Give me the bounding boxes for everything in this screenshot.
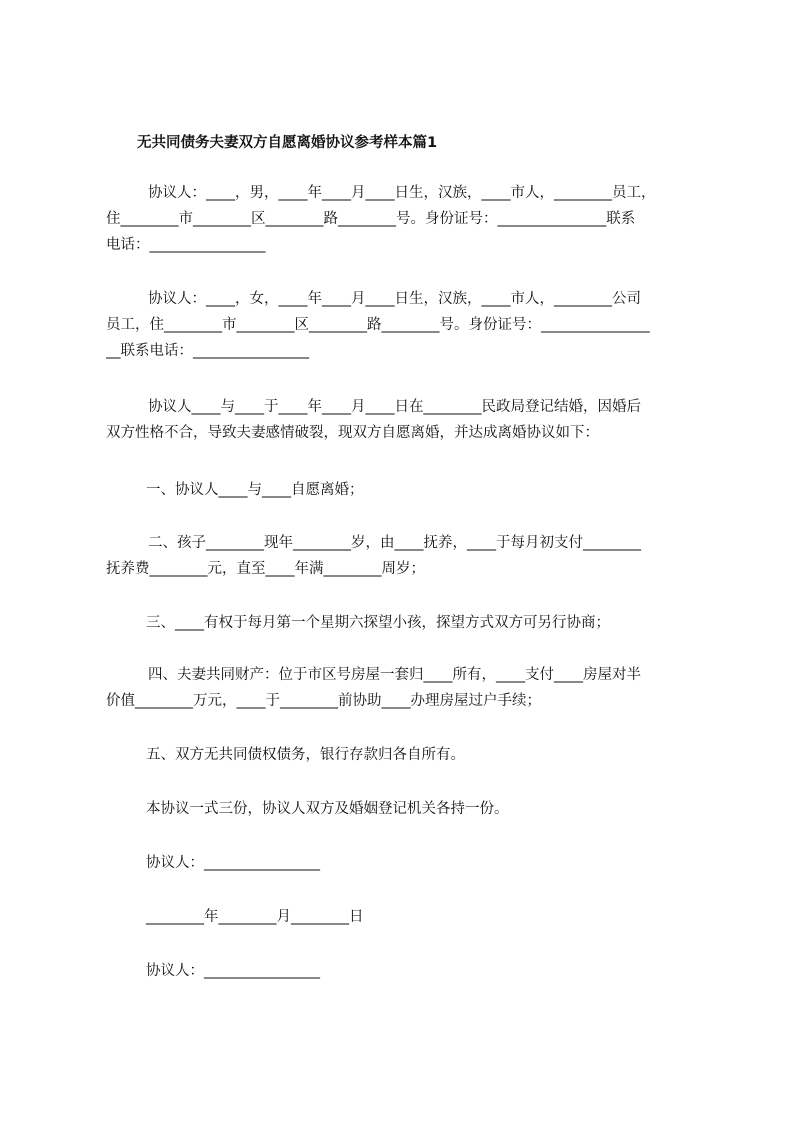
paragraph-line: 价值________万元，____于________前协助____办理房屋过户手续； [106,693,541,709]
paragraph-line: 协议人____与____于____年____月____日在________民政局登记结婚，因婚后 [148,399,641,415]
paragraph-line: 四、夫妻共同财产：位于市区号房屋一套归____所有，____支付____房屋对半 [148,667,641,683]
paragraph-line: 双方性格不合，导致夫妻感情破裂，现双方自愿离婚，并达成离婚协议如下： [106,425,599,441]
paragraph-line: 住________市________区________路________号。身份证号：_______________联系 [106,211,636,227]
paragraph-line: 协议人：____，女，____年____月____日生，汉族，____市人，________公司 [148,291,641,307]
paragraph-line: 协议人：____，男，____年____月____日生，汉族，____市人，________员工， [148,185,656,201]
paragraph-line: 电话：________________ [106,237,266,253]
clause-3: 三、____有权于每月第一个星期六探望小孩，探望方式双方可另行协商； [146,615,610,631]
date-line: ________年________月________日 [146,909,364,925]
party-male-paragraph [106,180,706,258]
party-female-paragraph [106,286,706,364]
signature-line-2: 协议人：________________ [146,963,320,979]
clause-5: 五、双方无共同债权债务，银行存款归各自所有。 [146,747,465,763]
paragraph-line: 抚养费________元，直至____年满________周岁； [106,561,425,577]
copies-statement: 本协议一式三份，协议人双方及婚姻登记机关各持一份。 [146,801,509,817]
paragraph-line: __联系电话：________________ [106,343,309,359]
paragraph-line: 员工，住________市________区________路________号。身份证号：_______________ [106,317,650,333]
marriage-background-paragraph [106,394,706,446]
paragraph-line: 二、孩子________现年________岁，由____抚养，____于每月初支付________ [148,535,641,551]
signature-line-1: 协议人：________________ [146,855,320,871]
clause-2 [106,530,706,582]
clause-1: 一、协议人____与____自愿离婚； [146,482,364,498]
clause-4 [106,662,706,714]
document-title: 无共同债务夫妻双方自愿离婚协议参考样本篇1 [137,135,438,151]
